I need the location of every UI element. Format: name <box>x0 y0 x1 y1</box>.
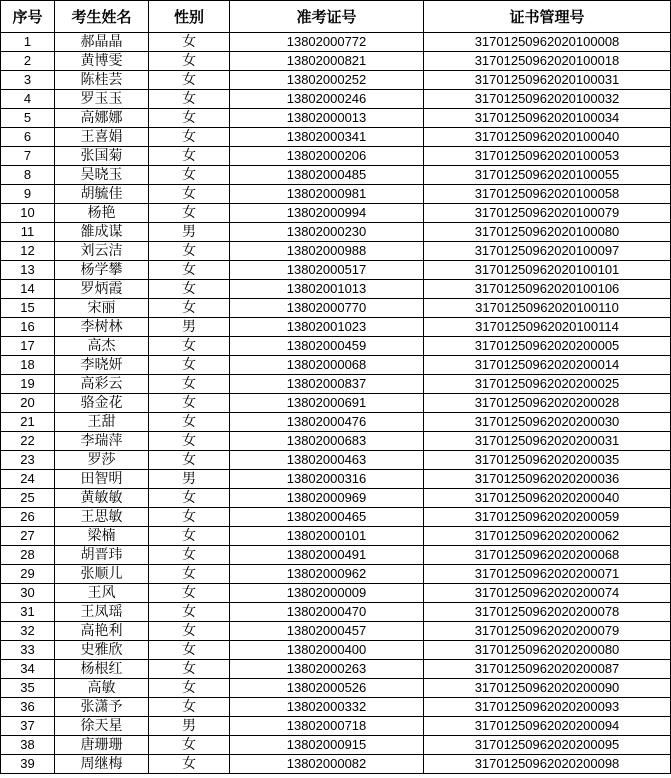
table-row <box>1 432 671 451</box>
cell-gender: 女 <box>149 52 230 71</box>
cell-serial: 9 <box>1 185 55 204</box>
cell-gender: 女 <box>149 71 230 90</box>
cell-name: 罗玉玉 <box>55 90 149 109</box>
cell-serial: 2 <box>1 52 55 71</box>
cell-certificate-number: 31701250962020200059 <box>424 508 671 527</box>
cell-name: 梁楠 <box>55 527 149 546</box>
cell-serial: 15 <box>1 299 55 318</box>
cell-ticket-number: 13802000821 <box>230 52 424 71</box>
cell-name: 高杰 <box>55 337 149 356</box>
cell-ticket-number: 13802000400 <box>230 641 424 660</box>
cell-serial: 16 <box>1 318 55 337</box>
cell-certificate-number: 31701250962020200071 <box>424 565 671 584</box>
cell-certificate-number: 31701250962020100032 <box>424 90 671 109</box>
cell-serial: 34 <box>1 660 55 679</box>
cell-ticket-number: 13802000101 <box>230 527 424 546</box>
cell-certificate-number: 31701250962020200025 <box>424 375 671 394</box>
table-row <box>1 166 671 185</box>
table-row <box>1 204 671 223</box>
cell-ticket-number: 13802000206 <box>230 147 424 166</box>
cell-name: 罗莎 <box>55 451 149 470</box>
cell-gender: 女 <box>149 660 230 679</box>
cell-gender: 女 <box>149 128 230 147</box>
table-row <box>1 565 671 584</box>
cell-certificate-number: 31701250962020200005 <box>424 337 671 356</box>
cell-serial: 30 <box>1 584 55 603</box>
cell-name: 高敏 <box>55 679 149 698</box>
cell-ticket-number: 13802000457 <box>230 622 424 641</box>
table-row <box>1 356 671 375</box>
cell-serial: 26 <box>1 508 55 527</box>
cell-name: 刘云洁 <box>55 242 149 261</box>
cell-certificate-number: 31701250962020200078 <box>424 603 671 622</box>
cell-serial: 10 <box>1 204 55 223</box>
cell-name: 黄博雯 <box>55 52 149 71</box>
cell-serial: 24 <box>1 470 55 489</box>
cell-name: 王风 <box>55 584 149 603</box>
cell-certificate-number: 31701250962020200040 <box>424 489 671 508</box>
cell-serial: 27 <box>1 527 55 546</box>
cell-ticket-number: 13802000465 <box>230 508 424 527</box>
cell-name: 李瑞萍 <box>55 432 149 451</box>
cell-name: 杨艳 <box>55 204 149 223</box>
cell-serial: 17 <box>1 337 55 356</box>
cell-name: 周继梅 <box>55 755 149 774</box>
cell-serial: 37 <box>1 717 55 736</box>
cell-name: 张潇予 <box>55 698 149 717</box>
table-row <box>1 717 671 736</box>
cell-ticket-number: 13802000969 <box>230 489 424 508</box>
cell-ticket-number: 13802000981 <box>230 185 424 204</box>
cell-certificate-number: 31701250962020200031 <box>424 432 671 451</box>
cell-gender: 男 <box>149 318 230 337</box>
header-certificate-number: 证书管理号 <box>424 1 671 33</box>
cell-serial: 31 <box>1 603 55 622</box>
cell-gender: 女 <box>149 679 230 698</box>
cell-ticket-number: 13802000470 <box>230 603 424 622</box>
cell-gender: 女 <box>149 584 230 603</box>
cell-name: 高艳利 <box>55 622 149 641</box>
cell-serial: 20 <box>1 394 55 413</box>
cell-name: 李晓妍 <box>55 356 149 375</box>
table-row <box>1 546 671 565</box>
cell-certificate-number: 31701250962020100106 <box>424 280 671 299</box>
cell-name: 王凤瑶 <box>55 603 149 622</box>
cell-certificate-number: 31701250962020100097 <box>424 242 671 261</box>
table-row <box>1 90 671 109</box>
table-row <box>1 622 671 641</box>
cell-certificate-number: 31701250962020200028 <box>424 394 671 413</box>
cell-serial: 38 <box>1 736 55 755</box>
cell-certificate-number: 31701250962020200098 <box>424 755 671 774</box>
cell-gender: 女 <box>149 204 230 223</box>
cell-ticket-number: 13802000526 <box>230 679 424 698</box>
cell-ticket-number: 13802000683 <box>230 432 424 451</box>
header-ticket-number: 准考证号 <box>230 1 424 33</box>
table-row <box>1 451 671 470</box>
cell-certificate-number: 31701250962020200095 <box>424 736 671 755</box>
cell-certificate-number: 31701250962020200014 <box>424 356 671 375</box>
table-row <box>1 261 671 280</box>
cell-serial: 21 <box>1 413 55 432</box>
table-row <box>1 394 671 413</box>
cell-gender: 女 <box>149 413 230 432</box>
cell-ticket-number: 13802000459 <box>230 337 424 356</box>
cell-gender: 女 <box>149 242 230 261</box>
cell-certificate-number: 31701250962020100110 <box>424 299 671 318</box>
cell-gender: 女 <box>149 565 230 584</box>
cell-name: 杨根红 <box>55 660 149 679</box>
cell-name: 王思敏 <box>55 508 149 527</box>
table-row <box>1 242 671 261</box>
cell-certificate-number: 31701250962020100080 <box>424 223 671 242</box>
cell-name: 雒成谋 <box>55 223 149 242</box>
cell-serial: 8 <box>1 166 55 185</box>
table-row <box>1 318 671 337</box>
cell-name: 郝晶晶 <box>55 33 149 52</box>
cell-serial: 7 <box>1 147 55 166</box>
cell-gender: 男 <box>149 470 230 489</box>
cell-certificate-number: 31701250962020200036 <box>424 470 671 489</box>
table-row <box>1 736 671 755</box>
cell-certificate-number: 31701250962020200093 <box>424 698 671 717</box>
cell-gender: 女 <box>149 299 230 318</box>
cell-name: 史雅欣 <box>55 641 149 660</box>
table-row <box>1 603 671 622</box>
cell-gender: 女 <box>149 622 230 641</box>
table-header <box>1 1 671 33</box>
cell-serial: 14 <box>1 280 55 299</box>
cell-name: 唐珊珊 <box>55 736 149 755</box>
cell-ticket-number: 13802000068 <box>230 356 424 375</box>
cell-serial: 11 <box>1 223 55 242</box>
cell-certificate-number: 31701250962020100008 <box>424 33 671 52</box>
cell-certificate-number: 31701250962020200074 <box>424 584 671 603</box>
header-serial: 序号 <box>1 1 55 33</box>
table-body <box>1 33 671 774</box>
cell-gender: 女 <box>149 736 230 755</box>
cell-serial: 19 <box>1 375 55 394</box>
cell-ticket-number: 13802000082 <box>230 755 424 774</box>
cell-name: 骆金花 <box>55 394 149 413</box>
cell-gender: 女 <box>149 33 230 52</box>
cell-gender: 女 <box>149 394 230 413</box>
cell-gender: 女 <box>149 508 230 527</box>
table-row <box>1 527 671 546</box>
cell-ticket-number: 13802000915 <box>230 736 424 755</box>
cell-serial: 13 <box>1 261 55 280</box>
cell-serial: 12 <box>1 242 55 261</box>
table-row <box>1 413 671 432</box>
table-row <box>1 375 671 394</box>
cell-serial: 5 <box>1 109 55 128</box>
table-row <box>1 660 671 679</box>
table-row <box>1 470 671 489</box>
header-gender: 性别 <box>149 1 230 33</box>
table-row <box>1 508 671 527</box>
table-row <box>1 641 671 660</box>
cell-certificate-number: 31701250962020200087 <box>424 660 671 679</box>
cell-gender: 女 <box>149 755 230 774</box>
cell-gender: 女 <box>149 147 230 166</box>
cell-certificate-number: 31701250962020100040 <box>424 128 671 147</box>
cell-ticket-number: 13802000263 <box>230 660 424 679</box>
cell-serial: 23 <box>1 451 55 470</box>
cell-serial: 3 <box>1 71 55 90</box>
cell-name: 宋丽 <box>55 299 149 318</box>
cell-ticket-number: 13802000491 <box>230 546 424 565</box>
cell-name: 王喜娟 <box>55 128 149 147</box>
cell-gender: 女 <box>149 451 230 470</box>
cell-name: 徐天星 <box>55 717 149 736</box>
cell-gender: 女 <box>149 109 230 128</box>
cell-name: 田智明 <box>55 470 149 489</box>
cell-name: 陈桂芸 <box>55 71 149 90</box>
cell-name: 张国菊 <box>55 147 149 166</box>
table-row <box>1 299 671 318</box>
cell-serial: 33 <box>1 641 55 660</box>
cell-gender: 女 <box>149 603 230 622</box>
cell-gender: 女 <box>149 375 230 394</box>
cell-name: 黄敏敏 <box>55 489 149 508</box>
cell-name: 王甜 <box>55 413 149 432</box>
cell-certificate-number: 31701250962020100034 <box>424 109 671 128</box>
cell-gender: 女 <box>149 432 230 451</box>
header-row <box>1 1 671 33</box>
cell-gender: 女 <box>149 337 230 356</box>
cell-ticket-number: 13802001023 <box>230 318 424 337</box>
table-row <box>1 280 671 299</box>
cell-serial: 25 <box>1 489 55 508</box>
cell-ticket-number: 13802000332 <box>230 698 424 717</box>
cell-certificate-number: 31701250962020200035 <box>424 451 671 470</box>
table-row <box>1 489 671 508</box>
cell-certificate-number: 31701250962020100055 <box>424 166 671 185</box>
cell-serial: 32 <box>1 622 55 641</box>
cell-ticket-number: 13802000316 <box>230 470 424 489</box>
cell-gender: 女 <box>149 641 230 660</box>
table-row <box>1 147 671 166</box>
table-row <box>1 223 671 242</box>
table-row <box>1 52 671 71</box>
cell-serial: 22 <box>1 432 55 451</box>
cell-gender: 女 <box>149 166 230 185</box>
cell-ticket-number: 13802000252 <box>230 71 424 90</box>
table-row <box>1 109 671 128</box>
cell-gender: 女 <box>149 90 230 109</box>
cell-ticket-number: 13802000837 <box>230 375 424 394</box>
cell-gender: 女 <box>149 489 230 508</box>
cell-gender: 女 <box>149 527 230 546</box>
cell-ticket-number: 13802000341 <box>230 128 424 147</box>
cell-name: 张顺儿 <box>55 565 149 584</box>
cell-serial: 6 <box>1 128 55 147</box>
cell-serial: 4 <box>1 90 55 109</box>
cell-certificate-number: 31701250962020200079 <box>424 622 671 641</box>
cell-ticket-number: 13802000485 <box>230 166 424 185</box>
cell-ticket-number: 13802000476 <box>230 413 424 432</box>
cell-serial: 39 <box>1 755 55 774</box>
cell-name: 杨学攀 <box>55 261 149 280</box>
cell-gender: 女 <box>149 261 230 280</box>
cell-gender: 女 <box>149 698 230 717</box>
cell-name: 罗炳霞 <box>55 280 149 299</box>
table-row <box>1 679 671 698</box>
cell-certificate-number: 31701250962020200062 <box>424 527 671 546</box>
cell-ticket-number: 13802000994 <box>230 204 424 223</box>
cell-ticket-number: 13802000772 <box>230 33 424 52</box>
cell-certificate-number: 31701250962020200068 <box>424 546 671 565</box>
cell-gender: 男 <box>149 223 230 242</box>
cell-ticket-number: 13802000009 <box>230 584 424 603</box>
cell-certificate-number: 31701250962020100101 <box>424 261 671 280</box>
table-row <box>1 71 671 90</box>
cell-ticket-number: 13802000962 <box>230 565 424 584</box>
cell-ticket-number: 13802001013 <box>230 280 424 299</box>
cell-certificate-number: 31701250962020100058 <box>424 185 671 204</box>
cell-certificate-number: 31701250962020200094 <box>424 717 671 736</box>
cell-certificate-number: 31701250962020100079 <box>424 204 671 223</box>
table-row <box>1 584 671 603</box>
table-row <box>1 337 671 356</box>
cell-certificate-number: 31701250962020200080 <box>424 641 671 660</box>
cell-certificate-number: 31701250962020100053 <box>424 147 671 166</box>
cell-name: 胡毓佳 <box>55 185 149 204</box>
cell-certificate-number: 31701250962020200090 <box>424 679 671 698</box>
cell-ticket-number: 13802000230 <box>230 223 424 242</box>
table-row <box>1 185 671 204</box>
cell-name: 高娜娜 <box>55 109 149 128</box>
cell-ticket-number: 13802000718 <box>230 717 424 736</box>
cell-ticket-number: 13802000463 <box>230 451 424 470</box>
cell-gender: 女 <box>149 356 230 375</box>
cell-serial: 36 <box>1 698 55 717</box>
cell-gender: 男 <box>149 717 230 736</box>
cell-ticket-number: 13802000770 <box>230 299 424 318</box>
cell-serial: 18 <box>1 356 55 375</box>
cell-certificate-number: 31701250962020200030 <box>424 413 671 432</box>
table-row <box>1 33 671 52</box>
header-name: 考生姓名 <box>55 1 149 33</box>
cell-serial: 29 <box>1 565 55 584</box>
table-row <box>1 755 671 774</box>
table-row <box>1 698 671 717</box>
cell-gender: 女 <box>149 280 230 299</box>
cell-ticket-number: 13802000988 <box>230 242 424 261</box>
table-row <box>1 128 671 147</box>
cell-name: 胡晋玮 <box>55 546 149 565</box>
cell-ticket-number: 13802000691 <box>230 394 424 413</box>
cell-name: 吴晓玉 <box>55 166 149 185</box>
cell-serial: 1 <box>1 33 55 52</box>
cell-serial: 35 <box>1 679 55 698</box>
cell-ticket-number: 13802000517 <box>230 261 424 280</box>
cell-name: 李树林 <box>55 318 149 337</box>
cell-certificate-number: 31701250962020100114 <box>424 318 671 337</box>
cell-ticket-number: 13802000246 <box>230 90 424 109</box>
cell-certificate-number: 31701250962020100031 <box>424 71 671 90</box>
cell-gender: 女 <box>149 546 230 565</box>
cell-ticket-number: 13802000013 <box>230 109 424 128</box>
cell-serial: 28 <box>1 546 55 565</box>
cell-name: 高彩云 <box>55 375 149 394</box>
cell-certificate-number: 31701250962020100018 <box>424 52 671 71</box>
cell-gender: 女 <box>149 185 230 204</box>
